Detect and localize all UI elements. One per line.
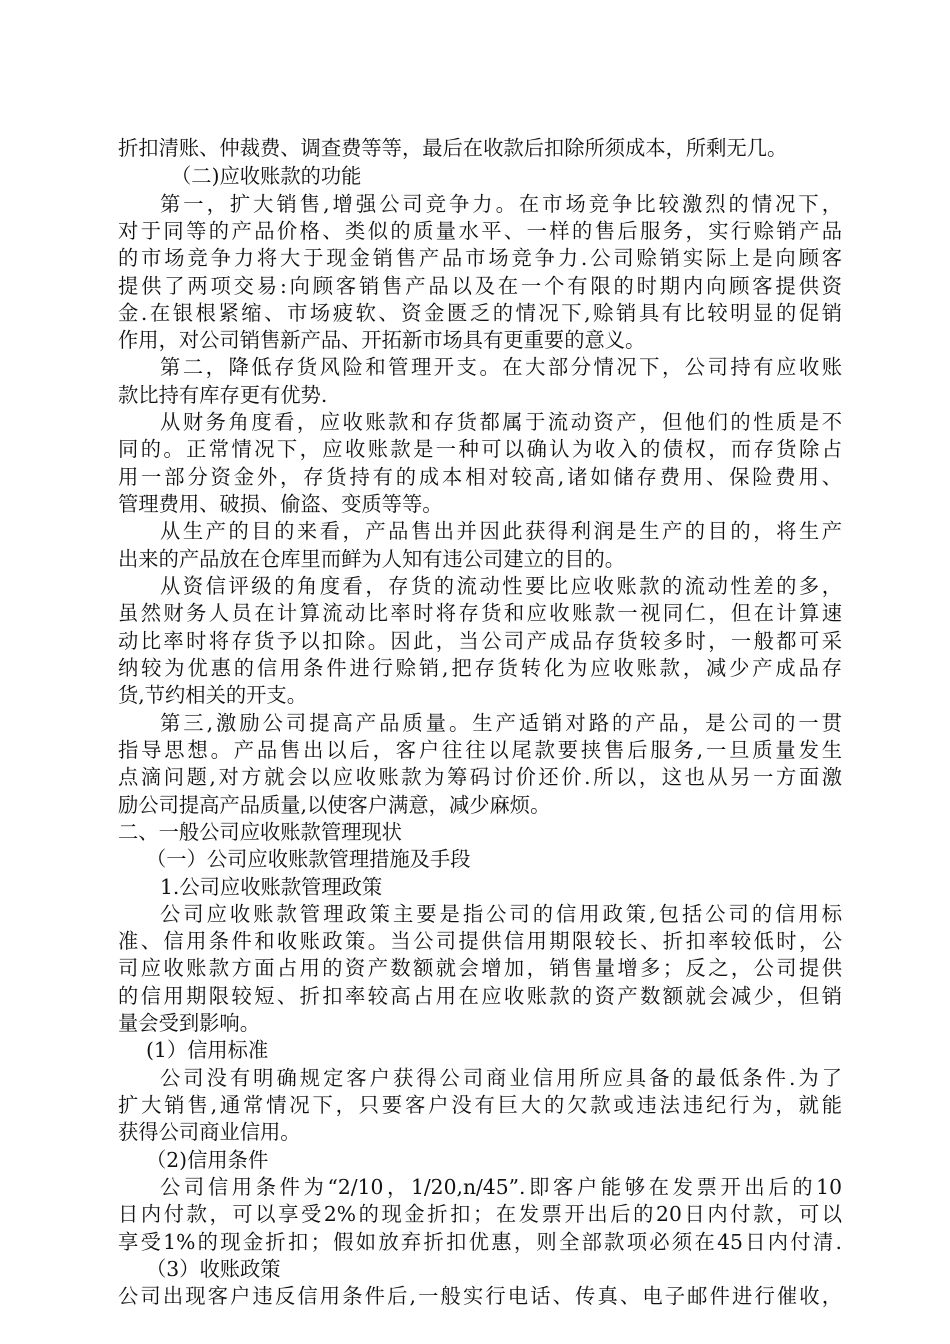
paragraph-line: 提供了两项交易:向顾客销售产品以及在一个有限的时期内向顾客提供资 <box>118 274 842 298</box>
paragraph-line: 励公司提高产品质量,以使客户满意，减少麻烦。 <box>118 793 551 817</box>
paragraph-line: 纳较为优惠的信用条件进行赊销,把存货转化为应收账款，减少产成品存 <box>118 656 842 680</box>
subsection-heading: 1.公司应收账款管理政策 <box>160 875 383 899</box>
paragraph-line: 款比持有库存更有优势. <box>118 383 328 407</box>
paragraph-line: 管理费用、破损、偷盗、变质等等。 <box>118 492 443 516</box>
paragraph-line: 出来的产品放在仓库里而鲜为人知有违公司建立的目的。 <box>118 547 626 571</box>
paragraph-line: 动比率时将存货予以扣除。因此，当公司产成品存货较多时，一般都可采 <box>118 629 842 653</box>
paragraph-line: 公司没有明确规定客户获得公司商业信用所应具备的最低条件.为了 <box>160 1066 842 1090</box>
paragraph-line: 的市场竞争力将大于现金销售产品市场竞争力.公司赊销实际上是向顾客 <box>118 246 842 270</box>
paragraph-line: 的信用期限较短、折扣率较高占用在应收账款的资产数额就会减少，但销 <box>118 984 842 1008</box>
subsection-heading: （3）收账政策 <box>146 1257 281 1281</box>
paragraph-line: 从生产的目的来看，产品售出并因此获得利润是生产的目的，将生产 <box>160 519 842 543</box>
paragraph-line: 扩大销售,通常情况下，只要客户没有巨大的欠款或违法违纪行为，就能 <box>118 1093 842 1117</box>
paragraph-line: 第二，降低存货风险和管理开支。在大部分情况下，公司持有应收账 <box>160 355 842 379</box>
paragraph-line: 从财务角度看，应收账款和存货都属于流动资产，但他们的性质是不 <box>160 410 842 434</box>
paragraph-line: 点滴问题,对方就会以应收账款为筹码讨价还价.所以，这也从另一方面激 <box>118 765 842 789</box>
paragraph-line: 从资信评级的角度看，存货的流动性要比应收账款的流动性差的多， <box>160 574 842 598</box>
paragraph-line: 第一，扩大销售,增强公司竞争力。在市场竞争比较激烈的情况下， <box>160 192 842 216</box>
paragraph-line: 享受1%的现金折扣；假如放弃折扣优惠，则全部款项必须在45日内付清. <box>118 1230 842 1254</box>
paragraph-line: 折扣清账、仲裁费、调查费等等，最后在收款后扣除所须成本，所剩无几。 <box>118 136 788 160</box>
paragraph-line: 第三,激励公司提高产品质量。生产适销对路的产品，是公司的一贯 <box>160 711 842 735</box>
paragraph-line: 用一部分资金外，存货持有的成本相对较高,诸如储存费用、保险费用、 <box>118 465 842 489</box>
paragraph-line: 量会受到影响。 <box>118 1011 260 1035</box>
section-heading: （二)应收账款的功能 <box>171 164 362 188</box>
subsection-heading: (1）信用标准 <box>146 1038 269 1062</box>
paragraph-line: 同的。正常情况下，应收账款是一种可以确认为收入的债权，而存货除占 <box>118 437 842 461</box>
subsection-heading: （一）公司应收账款管理措施及手段 <box>146 847 471 871</box>
paragraph-line: 对于同等的产品价格、类似的质量水平、一样的售后服务，实行赊销产品 <box>118 219 842 243</box>
paragraph-line: 日内付款，可以享受2%的现金折扣；在发票开出后的20日内付款，可以 <box>118 1202 842 1226</box>
paragraph-line: 司应收账款方面占用的资产数额就会增加，销售量增多；反之，公司提供 <box>118 956 842 980</box>
paragraph-line: 公司出现客户违反信用条件后,一般实行电话、传真、电子邮件进行催收， <box>118 1284 842 1308</box>
paragraph-line: 获得公司商业信用。 <box>118 1120 301 1144</box>
paragraph-line: 作用，对公司销售新产品、开拓新市场具有更重要的意义。 <box>118 328 646 352</box>
paragraph-line: 金.在银根紧缩、市场疲软、资金匮乏的情况下,赊销具有比较明显的促销 <box>118 301 842 325</box>
paragraph-line: 准、信用条件和收账政策。当公司提供信用期限较长、折扣率较低时，公 <box>118 929 842 953</box>
subsection-heading: （2)信用条件 <box>146 1148 269 1172</box>
section-heading: 二、一般公司应收账款管理现状 <box>118 820 402 844</box>
paragraph-line: 公司应收账款管理政策主要是指公司的信用政策,包括公司的信用标 <box>160 902 842 926</box>
paragraph-line: 货,节约相关的开支。 <box>118 683 307 707</box>
paragraph-line: 指导思想。产品售出以后，客户往往以尾款要挟售后服务,一旦质量发生 <box>118 738 842 762</box>
paragraph-line: 公司信用条件为“2/10，1/20,n/45”.即客户能够在发票开出后的10 <box>160 1175 842 1199</box>
paragraph-line: 虽然财务人员在计算流动比率时将存货和应收账款一视同仁，但在计算速 <box>118 601 842 625</box>
